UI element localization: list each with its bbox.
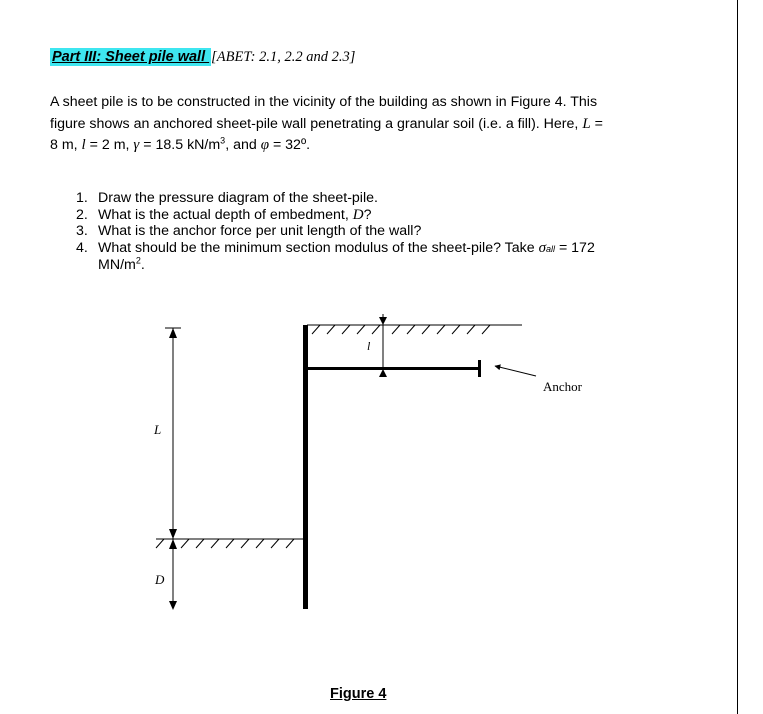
anchor-pointer-arrow bbox=[495, 366, 536, 376]
question-text-end: ? bbox=[363, 206, 372, 223]
question-number: 4. bbox=[76, 239, 88, 256]
figure-caption: Figure 4 bbox=[330, 686, 387, 702]
top-ground-surface bbox=[307, 325, 522, 334]
question-text: What is the anchor force per unit length of the wall? bbox=[98, 223, 422, 239]
question-number: 1. bbox=[76, 190, 88, 206]
symbol-phi: φ bbox=[260, 137, 269, 153]
anchor-plate bbox=[478, 360, 481, 377]
intro-line-3-b: = 2 m, bbox=[85, 137, 134, 153]
sheet-pile-wall bbox=[303, 325, 308, 609]
question-number: 2. bbox=[76, 206, 88, 223]
question-text-end: . bbox=[140, 257, 145, 273]
dredge-line bbox=[156, 539, 303, 548]
question-text-unit: MN/m bbox=[98, 257, 136, 273]
label-l: l bbox=[367, 339, 371, 353]
label-anchor: Anchor bbox=[543, 379, 582, 394]
intro-line-3-e: = 32º. bbox=[269, 137, 311, 153]
intro-line-2-end: = bbox=[590, 115, 603, 132]
intro-line-1: A sheet pile is to be constructed in the vicinity of the building as shown in Figure 4. This bbox=[50, 94, 598, 110]
superscript-2: 2 bbox=[135, 255, 141, 266]
symbol-D: D bbox=[352, 206, 364, 223]
question-text: Draw the pressure diagram of the sheet-pile. bbox=[98, 190, 378, 206]
label-D: D bbox=[155, 572, 165, 587]
anchor-rod bbox=[308, 367, 480, 370]
label-L: L bbox=[154, 422, 162, 437]
superscript-3: 3 bbox=[220, 135, 226, 146]
symbol-l: l bbox=[81, 137, 86, 153]
symbol-gamma: γ bbox=[133, 137, 140, 153]
question-text-value: = 172 bbox=[555, 239, 595, 256]
intro-line-2-text: figure shows an anchored sheet-pile wall penetrating a granular soil (i.e. a fill). Here, bbox=[50, 115, 583, 132]
question-text: What should be the minimum section modulus of the sheet-pile? Take bbox=[98, 239, 539, 256]
symbol-sigma: σ bbox=[538, 239, 546, 256]
question-number: 3. bbox=[76, 223, 88, 239]
question-text: What is the actual depth of embedment, bbox=[98, 206, 353, 223]
sigma-subscript: all bbox=[545, 243, 555, 254]
heading-abet: [ABET: 2.1, 2.2 and 2.3] bbox=[211, 49, 356, 65]
intro-line-3-d: , and bbox=[225, 137, 261, 153]
intro-line-3-c: = 18.5 kN/m bbox=[139, 137, 221, 153]
intro-line-3-a: 8 m, bbox=[50, 137, 82, 153]
heading-title: Part III: Sheet pile wall bbox=[52, 49, 210, 65]
symbol-L: L bbox=[582, 115, 591, 132]
dimension-line-vertical bbox=[165, 328, 181, 610]
